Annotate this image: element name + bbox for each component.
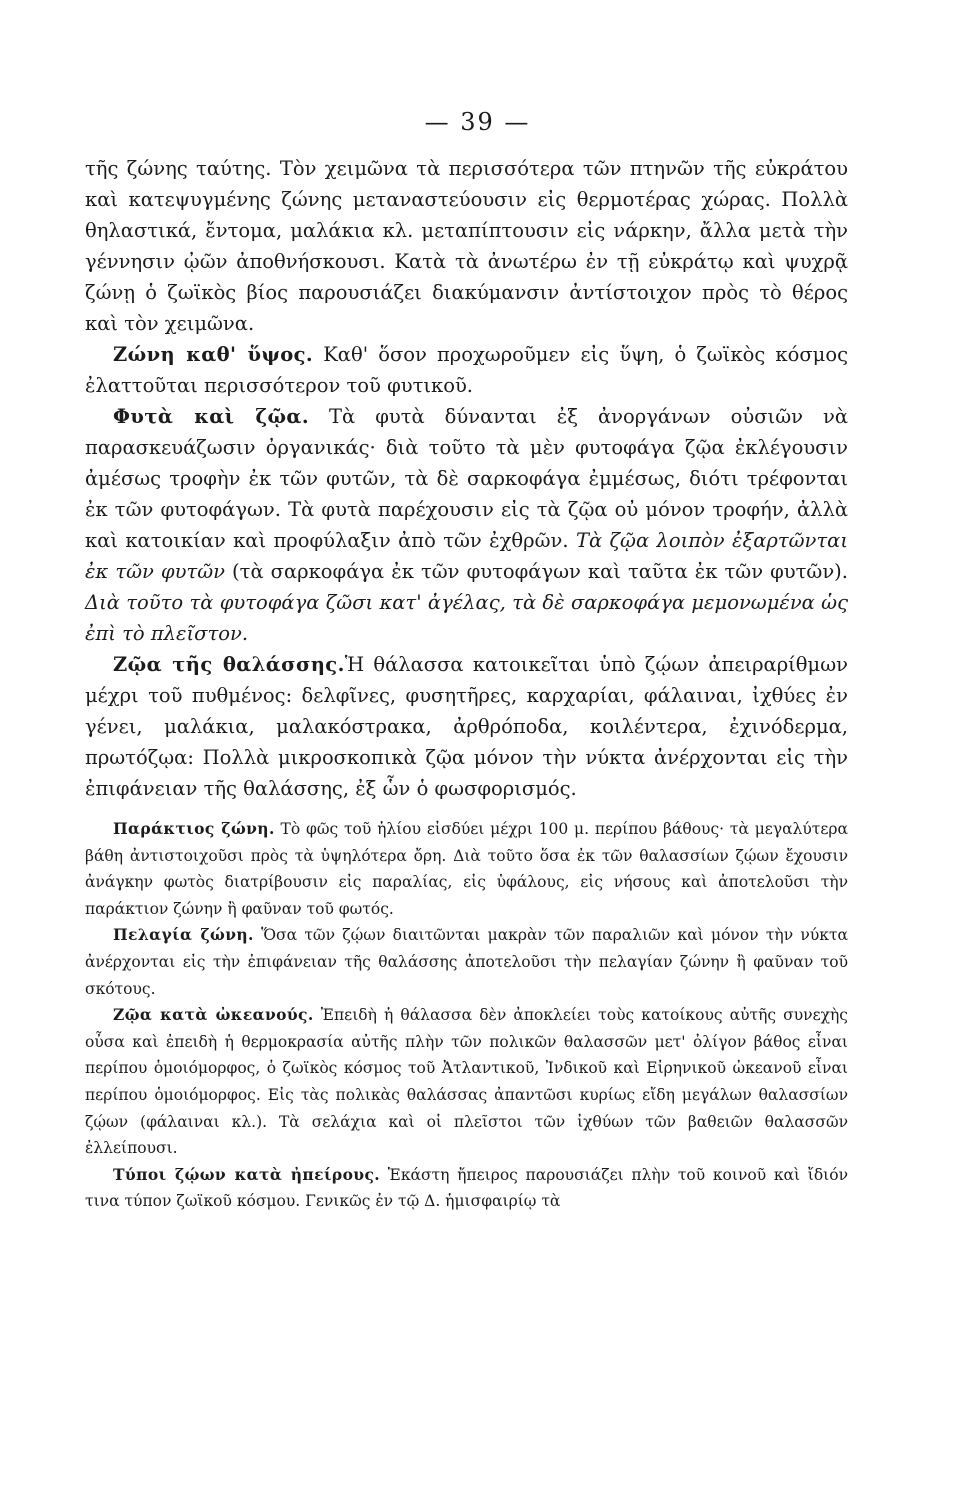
section-pelagic-zone [85,922,848,1002]
section-pelagic-heading: Πελαγία ζώνη. [113,925,254,945]
section-ocean-text: Ἐπειδὴ ἡ θάλασσα δὲν ἀποκλείει τοὺς κατοίκους αὐτῆς συνεχὴς οὖσα καὶ ἐπειδὴ ἡ θερμοκρασία αὐτῆς πλὴν τῶν πολικῶν θαλασσῶν μετ' ὀλίγον βάθος εἶναι περίπου ὁμοιόμορφος, ὁ ζωϊκὸς κόσμος τοῦ Ἀτλαντικοῦ, Ἰνδικοῦ καὶ Εἰρηνικοῦ ὠκεανοῦ εἶναι περίπου ὁμοιόμορφος. Εἰς τὰς πολικὰς θαλάσσας ἀπαντῶσι κυρίως εἴδη μεγάλων θαλασσίων ζῴων (φάλαιναι κλ.). Τὰ σελάχια καὶ οἱ πλεῖστοι τῶν ἰχθύων τῶν βαθειῶν θαλασσῶν ἐλλείπουσι. [85,1006,848,1158]
main-text-large [85,153,848,804]
section-plants-text: Τὰ φυτὰ δύνανται ἐξ ἀνοργάνων οὐσιῶν νὰ παρασκευάζωσιν ὀργανικάς· διὰ τοῦτο τὰ μὲν φυτοφάγα ζῷα ἐκλέγουσιν ἀμέσως τροφὴν ἐκ τῶν φυτῶν, τὰ δὲ σαρκοφάγα ἐμμέσως, διότι τρέφονται ἐκ τῶν φυτοφάγων. Τὰ φυτὰ παρέχουσιν εἰς τὰ ζῷα οὐ μόνον τροφήν, ἀλλὰ καὶ κατοικίαν καὶ προφύλαξιν ἀπὸ τῶν ἐχθρῶν. [85,405,848,552]
section-ocean-animals [85,1002,848,1162]
section-coastal-text: Τὸ φῶς τοῦ ἡλίου εἰσδύει μέχρι 100 μ. περίπου βάθους· τὰ μεγαλύτερα βάθη ἀντιστοιχοῦσι πρὸς τὰ ὑψηλότερα ὄρη. Διὰ τοῦτο ὅσα ἐκ τῶν θαλασσίων ζῴων ἔχουσιν ἀνάγκην φωτὸς διατρίβουσιν εἰς παραλίας, εἰς ὑφάλους, εἰς νήσους καὶ ἀποτελοῦσι τὴν παράκτιον ζώνην ἢ φαῦναν τοῦ φωτός. [85,820,848,918]
section-continent-types [85,1162,848,1215]
section-plants-text-2: (τὰ σαρκοφάγα ἐκ τῶν φυτοφάγων καὶ ταῦτα ἐκ τῶν φυτῶν). [224,560,848,583]
section-continent-text: Ἑκάστη ἤπειρος παρουσιάζει πλὴν τοῦ κοινοῦ καὶ ἴδιόν τινα τύπον ζωϊκοῦ κόσμου. Γενικῶς ἐν τῷ Δ. ἡμισφαιρίῳ τὰ [85,1165,848,1211]
section-pelagic-text: Ὅσα τῶν ζῴων διαιτῶνται μακρὰν τῶν παραλιῶν καὶ μόνον τὴν νύκτα ἀνέρχονται εἰς τὴν ἐπιφάνειαν τῆς θαλάσσης ἀποτελοῦσι τὴν πελαγίαν ζώνην ἢ φαῦναν τοῦ σκότους. [85,926,848,998]
main-text-small [85,816,848,1215]
section-coastal-zone [85,816,848,922]
section-continent-heading: Τύποι ζῴων κατὰ ἠπείρους. [113,1164,381,1184]
section-altitude-zone [85,339,848,401]
section-altitude-heading: Ζώνη καθ' ὕψος. [113,343,314,366]
section-sea-heading: Ζῷα τῆς θαλάσσης. [113,653,345,676]
section-coastal-heading: Παράκτιος ζώνη. [113,819,275,838]
section-plants-heading: Φυτὰ καὶ ζῷα. [113,405,310,428]
section-sea-text: Ἡ θάλασσα κατοικεῖται ὑπὸ ζῴων ἀπειραρίθμων μέχρι τοῦ πυθμένος: δελφῖνες, φυσητῆρες, καρχαρίαι, φάλαιναι, ἰχθύες ἐν γένει, μαλάκια, μαλακόστρακα, ἀρθρόποδα, κοιλέντερα, ἐχινόδερμα, πρωτόζῳα: Πολλὰ μικροσκοπικὰ ζῷα μόνον τὴν νύκτα ἀνέρχονται εἰς τὴν ἐπιφάνειαν τῆς θαλάσσης, ἐξ ὧν ὁ φωσφορισμός. [85,653,848,800]
section-plants-italic-1: Τὰ ζῷα λοιπὸν ἐξαρτῶνται ἐκ τῶν φυτῶν [85,529,848,583]
intro-text: τῆς ζώνης ταύτης. Τὸν χειμῶνα τὰ περισσότερα τῶν πτηνῶν τῆς εὐκράτου καὶ κατεψυγμένης ζώνης μεταναστεύουσιν εἰς θερμοτέρας χώρας. Πολλὰ θηλαστικά, ἔντομα, μαλάκια κλ. μεταπίπτουσιν εἰς νάρκην, ἄλλα μετὰ τὴν γέννησιν ᾠῶν ἀποθνήσκουσι. Κατὰ τὰ ἀνωτέρω ἐν τῇ εὐκράτῳ καὶ ψυχρᾷ ζώνῃ ὁ ζωϊκὸς βίος παρουσιάζει διακύμανσιν ἀντίστοιχον πρὸς τὸ θέρος καὶ τὸν χειμῶνα. [85,157,848,335]
intro-paragraph [85,153,848,339]
page-number: — 39 — [424,108,531,136]
section-ocean-heading: Ζῷα κατὰ ὠκεανούς. [113,1005,314,1025]
section-plants-italic-2: Διὰ τοῦτο τὰ φυτοφάγα ζῶσι κατ' ἀγέλας, τὰ δὲ σαρκοφάγα μεμονωμένα ὡς ἐπὶ τὸ πλεῖστον. [85,591,848,645]
section-plants-animals [85,401,848,649]
section-sea-animals [85,649,848,804]
section-altitude-text: Καθ' ὅσον προχωροῦμεν εἰς ὕψη, ὁ ζωϊκὸς κόσμος ἐλαττοῦται περισσότερον τοῦ φυτικοῦ. [85,343,849,397]
